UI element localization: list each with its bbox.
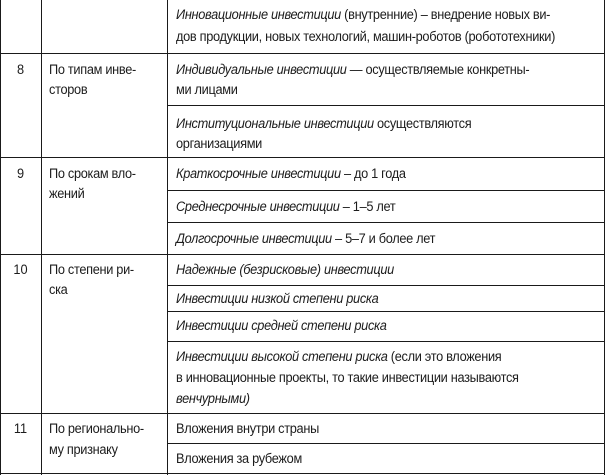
criterion-text: По степени ри- xyxy=(49,262,134,278)
item-divider xyxy=(167,341,605,342)
criterion-text: По срокам вло- xyxy=(49,166,136,182)
item-text: Долгосрочные инвестиции – 5–7 и более лет xyxy=(176,231,436,247)
row-number: 10 xyxy=(13,262,28,278)
item-text: в инновационные проекты, то такие инвестиции называются xyxy=(176,370,519,386)
item-text: Краткосрочные инвестиции – до 1 года xyxy=(176,166,406,182)
item-text: организациями xyxy=(176,136,263,152)
criterion-text: сторов xyxy=(49,82,88,98)
item-text: венчурными) xyxy=(176,391,250,407)
item-text: Институциональные инвестиции осуществляются xyxy=(176,116,472,132)
item-divider xyxy=(167,311,605,312)
criterion-text: жений xyxy=(49,186,85,202)
item-text: Инновационные инвестиции (внутренние) – внедрение новых ви- xyxy=(176,7,551,23)
item-text: Среднесрочные инвестиции – 1–5 лет xyxy=(176,199,396,215)
row-divider xyxy=(0,254,605,255)
item-text: Индивидуальные инвестиции — осуществляемые конкретны- xyxy=(176,62,530,78)
item-text: Инвестиции средней степени риска xyxy=(176,318,387,334)
item-text: ми лицами xyxy=(176,82,238,98)
row-divider xyxy=(0,157,605,158)
item-divider xyxy=(167,222,605,223)
criterion-text: По типам инве- xyxy=(49,62,136,78)
item-text: Вложения за рубежом xyxy=(176,451,302,467)
column-divider-criterion xyxy=(167,0,168,475)
row-divider xyxy=(0,413,605,414)
criterion-text: ска xyxy=(49,282,68,298)
item-divider xyxy=(167,105,605,106)
item-divider xyxy=(167,285,605,286)
column-divider-number xyxy=(41,0,42,475)
item-text: Инвестиции низкой степени риска xyxy=(176,291,379,307)
row-number: 9 xyxy=(16,166,25,182)
item-text: Надежные (безрисковые) инвестиции xyxy=(176,262,394,278)
table-border-right xyxy=(604,0,605,475)
table-border-bottom xyxy=(0,473,605,474)
criterion-text: му признаку xyxy=(49,442,118,458)
item-text: Вложения внутри страны xyxy=(176,421,319,437)
item-text: Инвестиции высокой степени риска (если это вложения xyxy=(176,349,502,365)
row-number: 11 xyxy=(13,421,28,437)
item-text: дов продукции, новых технологий, машин-роботов (робототехники) xyxy=(176,29,556,45)
item-divider xyxy=(167,190,605,191)
row-number: 8 xyxy=(16,62,25,78)
criterion-text: По регионально- xyxy=(49,421,144,437)
table-border-left xyxy=(0,0,1,475)
item-divider xyxy=(167,443,605,444)
row-divider xyxy=(0,53,605,54)
